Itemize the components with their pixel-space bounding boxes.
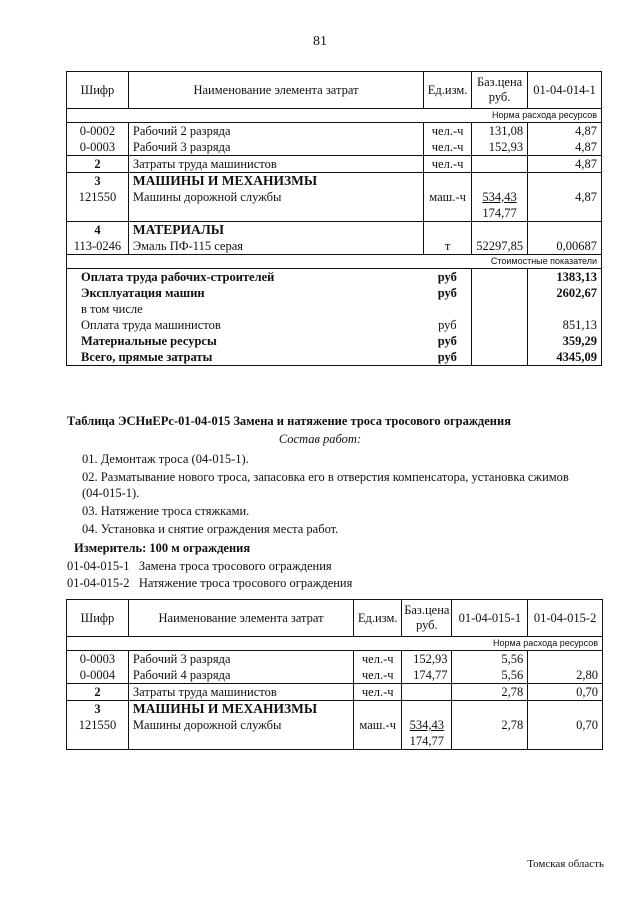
work-item: 03. Натяжение троса стяжками. (82, 504, 250, 518)
cell-unit: т (444, 239, 451, 253)
cell-name: Рабочий 2 разряда (128, 123, 423, 140)
header-price: Баз.цена руб. (402, 600, 452, 637)
cell-value: 4,87 (528, 139, 602, 156)
cell-code: 0-0004 (67, 667, 129, 684)
cost-value: 4345,09 (528, 349, 602, 366)
cell-value: 0,00687 (528, 238, 602, 255)
resource-table-1 (66, 71, 602, 366)
work-item: (04-015-1). (82, 486, 140, 500)
cell-name: Эмаль ПФ-115 серая (128, 238, 423, 255)
cost-row (67, 333, 602, 349)
variant-text: Натяжение троса тросового ограждения (138, 576, 353, 590)
cell-code: 3 (67, 173, 129, 190)
cost-value: 851,13 (528, 317, 602, 333)
table-header (67, 72, 602, 109)
cell-name: Рабочий 3 разряда (128, 651, 353, 668)
cell-unit: чел.-ч (354, 684, 402, 701)
cell-code: 4 (67, 222, 129, 239)
cell-unit: чел.-ч (431, 124, 464, 138)
cost-row (67, 301, 602, 317)
cost-name: Всего, прямые затраты (67, 349, 424, 366)
cell-price (472, 189, 528, 222)
cost-row (67, 285, 602, 301)
cell-value: 2,80 (528, 667, 603, 684)
work-item: 01. Демонтаж троса (04-015-1). (82, 452, 249, 466)
table-row (67, 667, 603, 684)
section-title: МАШИНЫ И МЕХАНИЗМЫ (128, 701, 353, 718)
cell-name: Рабочий 4 разряда (128, 667, 353, 684)
cost-value: 359,29 (528, 333, 602, 349)
cell-value: 0,70 (528, 684, 603, 701)
cell-price: 152,93 (402, 651, 452, 668)
cost-unit: руб (437, 334, 457, 348)
cell-value: 0,70 (528, 717, 603, 750)
norm-row (67, 637, 603, 651)
cell-code: 2 (67, 684, 129, 701)
cost-row (67, 317, 602, 333)
header-price: Баз.цена руб. (472, 72, 528, 109)
header-name: Наименование элемента затрат (128, 600, 353, 637)
norm-label: Норма расхода ресурсов (67, 109, 602, 123)
cost-label-row (67, 255, 602, 269)
cell-name: Затраты труда машинистов (128, 684, 353, 701)
cell-code: 0-0002 (67, 123, 129, 140)
cell-unit: чел.-ч (354, 667, 402, 684)
cost-name: Оплата труда рабочих-строителей (67, 269, 424, 286)
norm-row (67, 109, 602, 123)
cell-value: 4,87 (528, 189, 602, 222)
cell-price: 174,77 (402, 667, 452, 684)
variant-line (67, 559, 332, 574)
cost-name: Эксплуатация машин (67, 285, 424, 301)
measure-unit: Измеритель: 100 м ограждения (74, 541, 251, 555)
header-code: Шифр (67, 72, 129, 109)
cell-unit: чел.-ч (424, 156, 472, 173)
header-unit: Ед.изм. (354, 600, 402, 637)
cost-name: Материальные ресурсы (67, 333, 424, 349)
header-col1: 01-04-014-1 (528, 72, 602, 109)
work-item: 02. Разматывание нового троса, запасовка его в отверстия компенсатора, установка сжимов (82, 470, 569, 484)
cell-code: 0-0003 (67, 139, 129, 156)
table-row (67, 717, 603, 750)
cell-price (402, 717, 452, 750)
header-unit: Ед.изм. (424, 72, 472, 109)
norm-label: Норма расхода ресурсов (67, 637, 603, 651)
table-row (67, 139, 602, 156)
cost-row (67, 349, 602, 366)
cost-unit: руб (424, 349, 472, 366)
resource-table-2 (66, 599, 603, 750)
price-secondary: 174,77 (409, 734, 445, 748)
cost-row (67, 269, 602, 286)
cell-name: Машины дорожной службы (128, 189, 423, 222)
cost-name: в том числе (67, 301, 424, 317)
header-col2: 01-04-015-2 (528, 600, 603, 637)
cost-value: 2602,67 (528, 285, 602, 301)
cell-name: Рабочий 3 разряда (128, 139, 423, 156)
page-number: 81 (313, 34, 327, 49)
footer-region: Томская область (527, 858, 604, 870)
cost-label: Стоимостные показатели (67, 255, 602, 269)
variant-line (67, 576, 352, 591)
cell-price: 52297,85 (472, 238, 528, 255)
cell-value: 5,56 (452, 651, 528, 668)
work-item: 04. Установка и снятие ограждения места работ. (82, 522, 339, 536)
cell-unit: чел.-ч (361, 652, 394, 666)
cost-value (528, 301, 602, 317)
cell-name: Машины дорожной службы (128, 717, 353, 750)
cell-name: Затраты труда машинистов (128, 156, 423, 173)
cell-unit: чел.-ч (424, 139, 472, 156)
section-row (67, 173, 602, 190)
cell-value (528, 651, 603, 668)
works-title: Состав работ: (278, 432, 362, 446)
cost-unit: руб (437, 286, 457, 300)
cell-value: 4,87 (528, 123, 602, 140)
variant-code: 01-04-015-2 (67, 576, 130, 590)
cell-unit: маш.-ч (424, 189, 472, 222)
cell-value: 2,78 (452, 684, 528, 701)
cell-code: 113-0246 (67, 238, 129, 255)
cell-code: 121550 (67, 189, 129, 222)
header-col1: 01-04-015-1 (452, 600, 528, 637)
section-row (67, 701, 603, 718)
price-primary: 534,43 (409, 718, 445, 732)
price-secondary: 174,77 (482, 206, 517, 220)
cost-unit: руб (438, 318, 457, 332)
cell-value: 2,78 (452, 717, 528, 750)
cell-price: 152,93 (472, 139, 528, 156)
section-row (67, 222, 602, 239)
table-row (67, 156, 602, 173)
cell-price: 131,08 (472, 123, 528, 140)
cell-price (472, 156, 528, 173)
table-row (67, 684, 603, 701)
cost-value: 1383,13 (528, 269, 602, 286)
table-title: Таблица ЭСНиЕРс-01-04-015 Замена и натяжение троса тросового ограждения (67, 414, 511, 428)
cost-name: Оплата труда машинистов (67, 317, 424, 333)
table-header (67, 600, 603, 637)
cell-code: 3 (67, 701, 129, 718)
cell-code: 0-0003 (67, 651, 129, 668)
cell-code: 2 (67, 156, 129, 173)
section-title: МАШИНЫ И МЕХАНИЗМЫ (128, 173, 423, 190)
cost-unit (424, 301, 472, 317)
variant-text: Замена троса тросового ограждения (138, 559, 332, 573)
header-name: Наименование элемента затрат (128, 72, 423, 109)
variant-code: 01-04-015-1 (67, 559, 130, 573)
cell-code: 121550 (67, 717, 129, 750)
cost-unit: руб (437, 270, 457, 284)
cell-value: 4,87 (528, 156, 602, 173)
table-row (67, 238, 602, 255)
cell-unit: маш.-ч (354, 717, 402, 750)
cell-value: 5,56 (452, 667, 528, 684)
price-primary: 534,43 (482, 190, 517, 204)
table-row (67, 123, 602, 140)
table-row (67, 651, 603, 668)
cell-price (402, 684, 452, 701)
table-row (67, 189, 602, 222)
section-title: МАТЕРИАЛЫ (128, 222, 423, 239)
header-code: Шифр (67, 600, 129, 637)
